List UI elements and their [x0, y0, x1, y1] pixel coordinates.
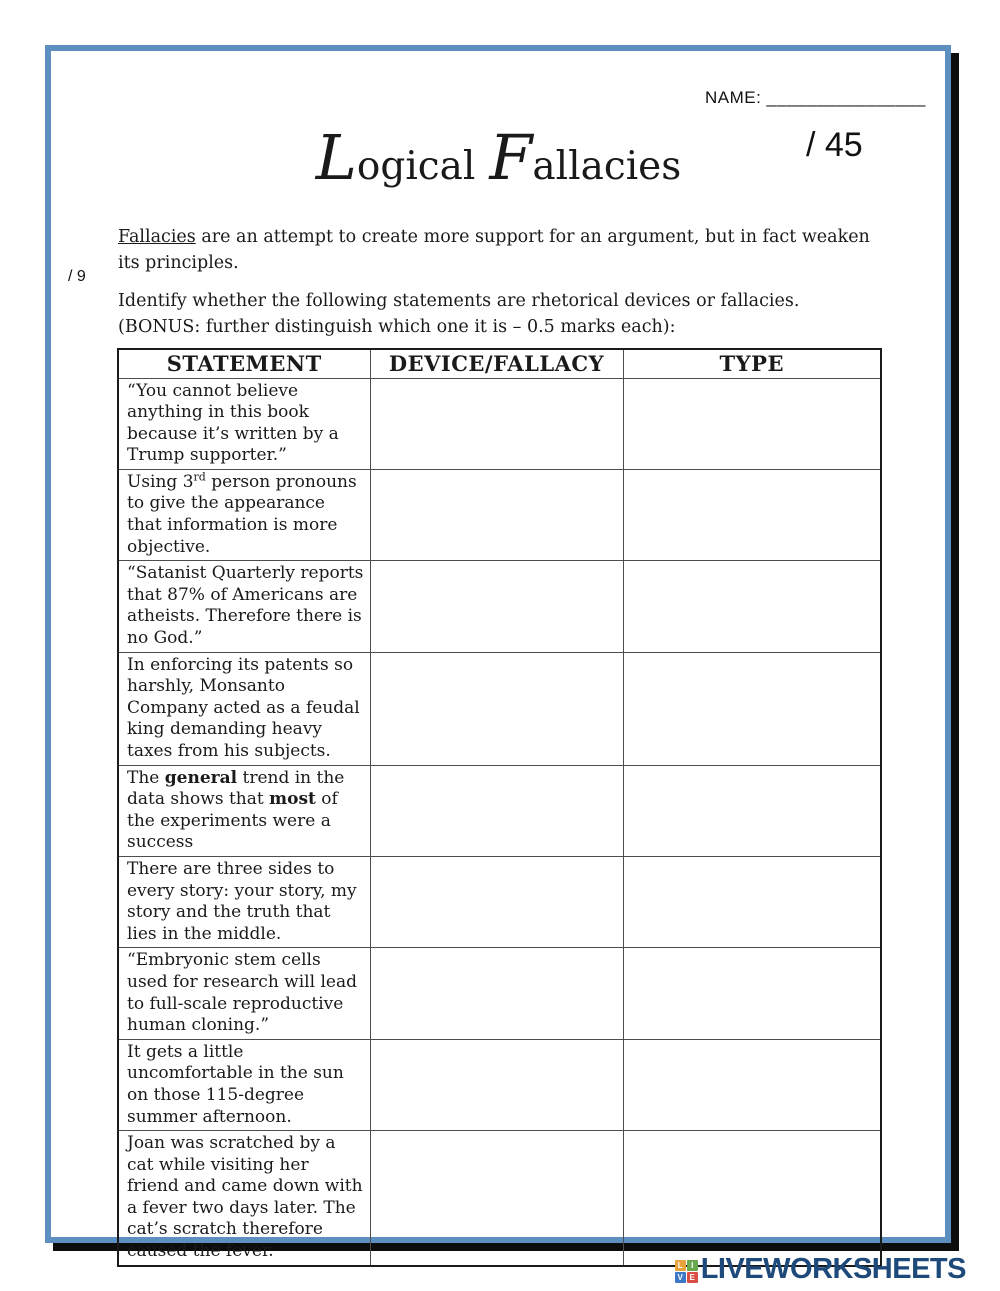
type-answer-cell[interactable]: [623, 561, 881, 652]
table-row: [118, 1131, 881, 1266]
table-row: [118, 652, 881, 765]
type-answer-cell[interactable]: [623, 765, 881, 856]
table-row: [118, 856, 881, 947]
statement-cell: “Satanist Quarterly reports that 87% of Americans are atheists. Therefore there is no God.”: [118, 561, 370, 652]
device-fallacy-answer-cell[interactable]: [370, 378, 623, 469]
header-device-fallacy: DEVICE/FALLACY: [370, 349, 623, 378]
type-answer-cell[interactable]: [623, 652, 881, 765]
logo-tile-I: I: [687, 1260, 698, 1271]
device-fallacy-answer-cell[interactable]: [370, 1039, 623, 1130]
table-header-row: [118, 349, 881, 378]
table-row: [118, 765, 881, 856]
table-row: [118, 378, 881, 469]
statement-cell: There are three sides to every story: your story, my story and the truth that lies in the middle.: [118, 856, 370, 947]
type-answer-cell[interactable]: [623, 856, 881, 947]
statement-cell: “You cannot believe anything in this book because it’s written by a Trump supporter.”: [118, 378, 370, 469]
title-word-logical: ogical: [356, 144, 476, 189]
logo-tile-E: E: [687, 1272, 698, 1283]
intro-paragraph: [118, 224, 886, 276]
fallacies-table: [117, 348, 882, 1267]
logo-tile-L: L: [675, 1260, 686, 1271]
logo-tile-V: V: [675, 1272, 686, 1283]
title-word-fallacies: allacies: [532, 144, 682, 189]
type-answer-cell[interactable]: [623, 948, 881, 1039]
device-fallacy-answer-cell[interactable]: [370, 856, 623, 947]
device-fallacy-answer-cell[interactable]: [370, 561, 623, 652]
device-fallacy-answer-cell[interactable]: [370, 1131, 623, 1266]
device-fallacy-answer-cell[interactable]: [370, 765, 623, 856]
instructions-paragraph: Identify whether the following statements are rhetorical devices or fallacies. (BONUS: further distinguish which one it is – 0.5 marks each):: [118, 291, 800, 337]
intro-keyword: Fallacies: [118, 227, 196, 247]
statement-cell: The general trend in the data shows that most of the experiments were a success: [118, 765, 370, 856]
title-initial-F: F: [489, 121, 533, 194]
statement-cell: Joan was scratched by a cat while visiting her friend and came down with a fever two days later. The cat’s scratch therefore caused the fever.: [118, 1131, 370, 1266]
type-answer-cell[interactable]: [623, 1131, 881, 1266]
fallacies-table-body: [118, 378, 881, 1266]
liveworksheets-brand-text: LIVEWORKSHEETS: [700, 1252, 966, 1285]
liveworksheets-tiles-icon: [675, 1260, 698, 1283]
section-score-blank: / 9: [68, 268, 86, 285]
device-fallacy-answer-cell[interactable]: [370, 948, 623, 1039]
statement-cell: It gets a little uncomfortable in the sun on those 115-degree summer afternoon.: [118, 1039, 370, 1130]
table-row: [118, 469, 881, 560]
header-statement: STATEMENT: [118, 349, 370, 378]
title-initial-L: L: [315, 121, 357, 194]
header-type: TYPE: [623, 349, 881, 378]
type-answer-cell[interactable]: [623, 1039, 881, 1130]
table-row: [118, 1039, 881, 1130]
type-answer-cell[interactable]: [623, 469, 881, 560]
device-fallacy-answer-cell[interactable]: [370, 469, 623, 560]
statement-cell: “Embryonic stem cells used for research will lead to full-scale reproductive human cloning.”: [118, 948, 370, 1039]
name-field-label[interactable]: NAME: ________________: [705, 88, 926, 107]
page-title: [117, 118, 880, 214]
table-row: [118, 561, 881, 652]
statement-cell: In enforcing its patents so harshly, Monsanto Company acted as a feudal king demanding heavy taxes from his subjects.: [118, 652, 370, 765]
device-fallacy-answer-cell[interactable]: [370, 652, 623, 765]
liveworksheets-logo: [675, 1249, 966, 1289]
intro-text: are an attempt to create more support for an argument, but in fact weaken its principles.: [118, 227, 870, 273]
type-answer-cell[interactable]: [623, 378, 881, 469]
statement-cell: Using 3rd person pronouns to give the appearance that information is more objective.: [118, 469, 370, 560]
total-score-blank: / 45: [806, 126, 863, 164]
table-row: [118, 948, 881, 1039]
